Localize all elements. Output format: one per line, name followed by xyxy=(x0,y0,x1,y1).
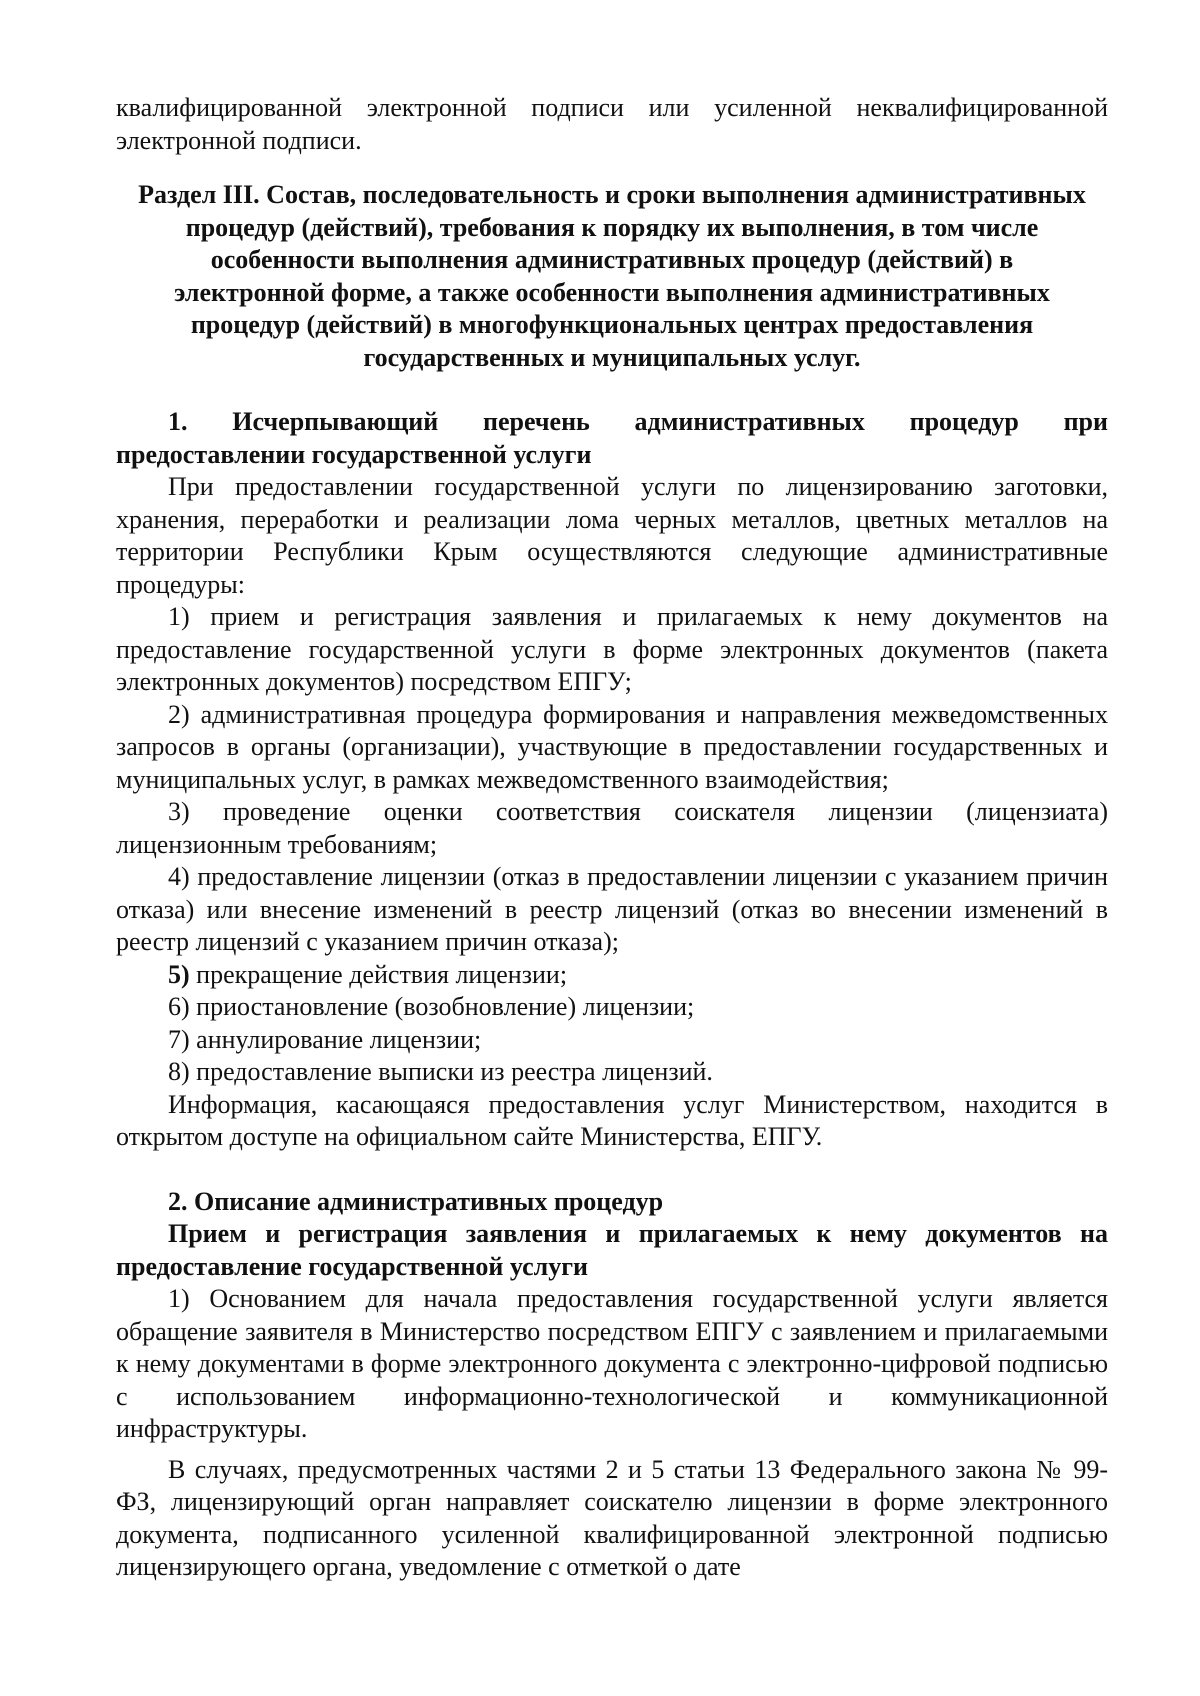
list-item-3 xyxy=(116,796,1108,861)
list-item-7 xyxy=(116,1024,1108,1057)
list-item-number: 5) xyxy=(168,959,190,989)
list-item-text: приостановление (возобновление) лицензии; xyxy=(196,992,695,1021)
list-item-text: аннулирование лицензии; xyxy=(196,1024,482,1054)
list-item-8 xyxy=(116,1056,1108,1089)
list-item-text: предоставление лицензии (отказ в предоставлении лицензии с указанием причин отказа) или внесение изменений в реестр лицензий (отказ во внесении изменений в реестр лицензий с указанием причин отказа); xyxy=(116,862,1108,956)
list-item-text: прекращение действия лицензии; xyxy=(196,959,568,989)
list-item-number: 4) xyxy=(168,862,190,891)
list-item-text: проведение оценки соответствия соискателя лицензии (лицензиата) лицензионным требованиям; xyxy=(116,797,1108,859)
subsection-2-paragraph-2: В случаях, предусмотренных частями 2 и 5 статьи 13 Федерального закона № 99-ФЗ, лицензирующий орган направляет соискателю лицензии в форме электронного документа, подписанного усиленной квалифицированной электронной подписью лицензирующего органа, уведомление с отметкой о дате xyxy=(116,1454,1108,1581)
subsection-1-intro: При предоставлении государственной услуги по лицензированию заготовки, хранения, переработки и реализации лома черных металлов, цветных металлов на территории Республики Крым осуществляются следующие административные процедуры: xyxy=(116,472,1108,599)
list-item-number: 1) xyxy=(168,602,190,631)
list-item-text: предоставление выписки из реестра лицензий. xyxy=(196,1057,713,1086)
subsection-2-subheading: Прием и регистрация заявления и прилагаемых к нему документов на предоставление государственной услуги xyxy=(116,1219,1108,1281)
subsection-2-heading: 2. Описание административных процедур xyxy=(168,1186,664,1216)
list-item-text: прием и регистрация заявления и прилагаемых к нему документов на предоставление государственной услуги в форме электронных документов (пакета электронных документов) посредством ЕПГУ; xyxy=(116,602,1108,696)
list-item-5 xyxy=(116,959,1108,992)
list-item-number: 3) xyxy=(168,797,190,826)
list-item-number: 7) xyxy=(168,1024,190,1054)
list-item-1 xyxy=(116,601,1108,699)
list-item-4 xyxy=(116,861,1108,959)
document-page xyxy=(116,92,1108,1584)
section-title: Раздел III. Состав, последовательность и сроки выполнения административных процедур (действий), требования к порядку их выполнения, в том числе особенности выполнения административных процедур (действий) в электронной форме, а также особенности выполнения административных процедур (действий) в многофункциональных центрах предоставления государственных и муниципальных услуг. xyxy=(138,180,1086,372)
list-item-number: 6) xyxy=(168,992,190,1021)
list-item-number: 8) xyxy=(168,1057,190,1086)
intro-tail-paragraph: квалифицированной электронной подписи или усиленной неквалифицированной электронной подписи. xyxy=(116,93,1108,155)
list-item-2 xyxy=(116,699,1108,797)
subsection-2-paragraph-1: 1) Основанием для начала предоставления государственной услуги является обращение заявителя в Министерство посредством ЕПГУ с заявлением и прилагаемыми к нему документами в форме электронного документа с электронно-цифровой подписью с использованием информационно-технологической и коммуникационной инфраструктуры. xyxy=(116,1284,1108,1443)
list-item-text: административная процедура формирования и направления межведомственных запросов в органы (организации), участвующие в предоставлении государственных и муниципальных услуг, в рамках межведомственного взаимодействия; xyxy=(116,699,1109,794)
subsection-1-info: Информация, касающаяся предоставления услуг Министерством, находится в открытом доступе на официальном сайте Министерства, ЕПГУ. xyxy=(116,1089,1108,1151)
list-item-number: 2) xyxy=(168,699,190,729)
list-item-6 xyxy=(116,991,1108,1024)
subsection-1-heading: 1. Исчерпывающий перечень административных процедур при предоставлении государственной услуги xyxy=(116,407,1108,469)
